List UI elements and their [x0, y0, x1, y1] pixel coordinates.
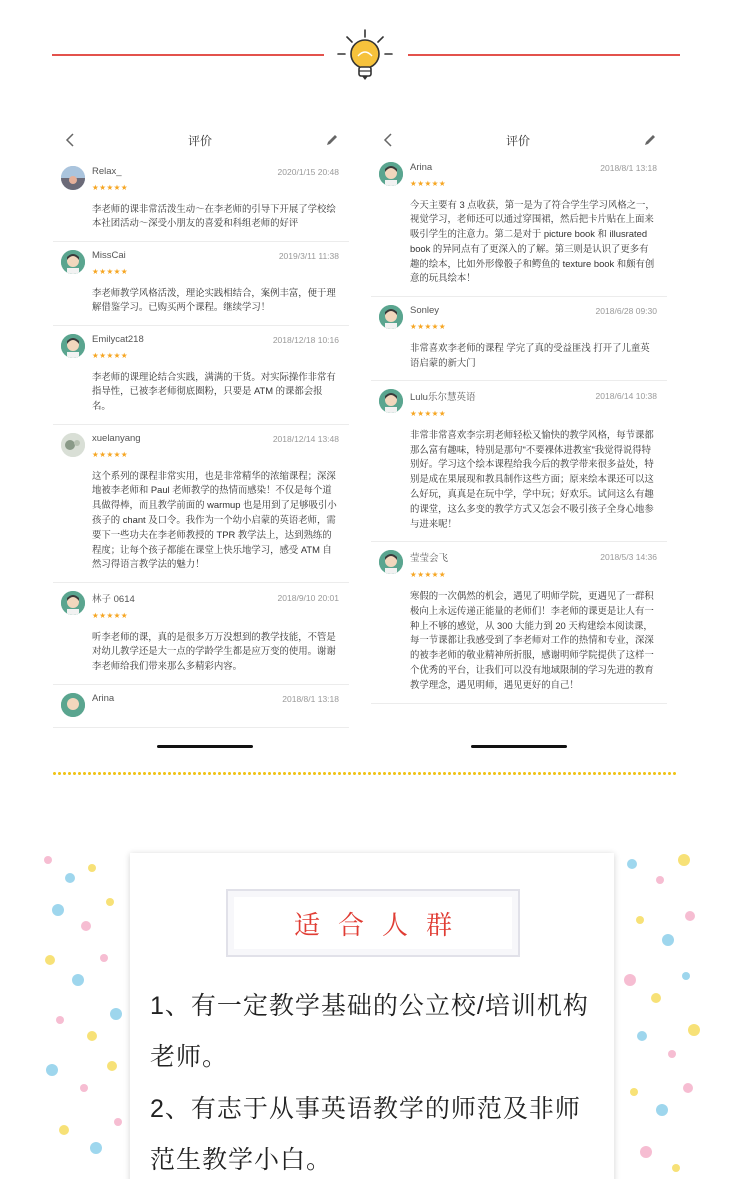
avatar: [61, 693, 85, 717]
review-item: [53, 158, 349, 242]
review-text: 这个系列的课程非常实用，也是非常精华的浓缩课程；深深地被李老师和 Paul 老师教学的热情而感染！不仅是每个道具做得棒，而且教学前面的 warmup 也是用到了足够吸引小孩子的 chant 及口令。我作为一个幼小启蒙的英语老师，需要下一些功夫在李老师教授的 TPR 教学法上，达到熟练的程度；让每个孩子都能在课堂上快乐地学习，感受 ATM 自然习得语言教学法的魅力！: [92, 469, 337, 570]
star-rating: ★★★★★: [92, 183, 129, 192]
review-date: 2018/9/10 20:01: [277, 593, 339, 604]
avatar: [379, 389, 403, 413]
star-rating: ★★★★★: [410, 409, 447, 419]
review-item: [371, 158, 667, 297]
star-rating: ★★★★★: [92, 267, 129, 277]
review-panel-left: [53, 122, 349, 755]
pencil-icon[interactable]: [325, 133, 339, 147]
audience-card: [130, 853, 614, 1179]
star-rating: ★★★★★: [92, 351, 129, 361]
review-date: 2018/8/1 13:18: [282, 693, 339, 704]
reviewer-name: 莹莹会飞: [410, 553, 449, 565]
review-date: 2019/3/11 11:38: [278, 250, 339, 261]
review-list: [371, 158, 667, 704]
nav-bar: [53, 122, 349, 158]
star-rating: ★★★★★: [92, 611, 129, 621]
nav-bar: [371, 122, 667, 158]
avatar: [379, 305, 403, 329]
home-indicator: [157, 745, 253, 748]
review-date: 2018/12/18 10:16: [272, 334, 339, 345]
review-item: [53, 425, 349, 583]
star-rating: ★★★★★: [410, 322, 447, 332]
review-text: 今天主要有 3 点收获，第一是为了符合学生学习风格之一，视觉学习，老师还可以通过穿围裙，然后把卡片贴在上面来吸引学生的注意力。第二是对于 picture book 和 illusrated book 的异同点有了更深入的了解。第三则是认识了更多有趣的绘本，比如外形像骰子和鳄鱼的 texture book 和颇有创意的玩具绘本！: [410, 198, 655, 284]
review-date: 2018/6/14 10:38: [595, 391, 657, 402]
review-text: 李老师的课非常活泼生动～在李老师的引导下开展了学校绘本社团活动～深受小朋友的喜爱和科组老师的好评: [92, 202, 336, 229]
nav-title: 评价: [187, 133, 212, 148]
review-item: [53, 583, 349, 685]
star-rating: ★★★★★: [92, 450, 129, 460]
reviewer-name: MissCai: [92, 250, 126, 262]
review-item: [53, 685, 349, 728]
review-text: 非常非常喜欢李宗玥老师轻松又愉快的教学风格，每节课都那么富有趣味，特别是那句"不要裸体进教室"我觉得说得特别好。学习这个绘本课程给我今后的教学带来很多益处，特别是成在果展现和教具制作这些方面；原来绘本课还可以这么好玩，真真是在玩中学，学中玩；好欢乐。试问这么有趣的课堂，这么多变的教学方式又怎会不吸引孩子全身心地参与进来呢！: [410, 428, 654, 529]
review-text: 李老师的课理论结合实践，满满的干货。对实际操作非常有指导性，已被李老师彻底圈粉，只要是 ATM 的课都会报名。: [92, 370, 336, 412]
reviewer-name: Sonley: [410, 305, 440, 317]
audience-item: 2、有志于从事英语教学的师范及非师范生教学小白。: [150, 1095, 581, 1174]
audience-item: 1、有一定教学基础的公立校/培训机构老师。: [150, 992, 589, 1071]
reviewer-name: Emilycat218: [92, 334, 144, 346]
star-rating: ★★★★★: [410, 179, 447, 188]
review-text: 非常喜欢李老师的课程 学完了真的受益匪浅 打开了儿童英语启蒙的新大门: [410, 341, 650, 368]
star-rating: ★★★★★: [410, 570, 447, 580]
review-text: 听李老师的课，真的是很多万万没想到的教学技能，不管是对幼儿教学还是大一点的学龄学生都是应万变的使用。谢谢李老师给我们带来那么多精彩内容。: [92, 630, 336, 672]
back-chevron-icon[interactable]: [65, 133, 75, 147]
review-item: [53, 242, 349, 326]
pencil-icon[interactable]: [643, 133, 657, 147]
reviewer-name: 林子 0614: [92, 594, 135, 606]
review-text: 李老师教学风格活泼，理论实践相结合，案例丰富，便于理解借鉴学习。已购买两个课程。继续学习！: [92, 286, 336, 313]
back-chevron-icon[interactable]: [383, 133, 393, 147]
review-item: [53, 326, 349, 425]
review-date: 2018/5/3 14:36: [600, 552, 657, 563]
avatar: [61, 591, 85, 615]
review-panel-right: [371, 122, 667, 755]
lightbulb-icon: [334, 28, 396, 84]
avatar: [379, 550, 403, 574]
reviewer-name: Arina: [92, 693, 115, 705]
reviewer-name: Lulu乐尔慧英语: [410, 392, 476, 404]
avatar: [61, 166, 85, 190]
review-date: 2018/6/28 09:30: [595, 305, 657, 316]
review-item: [371, 297, 667, 381]
audience-title-badge: [226, 889, 520, 957]
header-line-right: [408, 54, 680, 56]
review-item: [371, 542, 667, 703]
avatar: [61, 250, 85, 274]
reviewer-name: Arina: [410, 162, 433, 173]
nav-title: 评价: [505, 133, 530, 148]
review-item: [371, 381, 667, 542]
review-list: [53, 158, 349, 728]
reviewer-name: Relax_: [92, 166, 122, 177]
avatar: [61, 433, 85, 457]
review-date: 2020/1/15 20:48: [277, 166, 339, 177]
reviewer-name: xuelanyang: [92, 433, 141, 445]
audience-title: 适合人群: [293, 909, 470, 940]
review-text: 寒假的一次偶然的机会，遇见了明师学院，更遇见了一群积极向上永远传递正能量的老师们！李老师的课更是让人有一种上不够的感觉，从 300 大能力到 20 天构建绘本阅读课，每一节课都让我感受到了李老师对工作的热情和专业，深深的被李老师的敬业精神所折服，感谢明师学院提供了这样一个优秀的平台，让我们可以没有地域限制的学习先进的教育教学理念，遇见明师，遇见更好的自己！: [410, 589, 654, 690]
review-date: 2018/8/1 13:18: [600, 162, 657, 173]
avatar: [379, 162, 403, 186]
avatar: [61, 334, 85, 358]
review-date: 2018/12/14 13:48: [272, 433, 339, 444]
header-line-left: [52, 54, 324, 56]
home-indicator: [471, 745, 567, 748]
dotted-divider: [52, 771, 678, 776]
